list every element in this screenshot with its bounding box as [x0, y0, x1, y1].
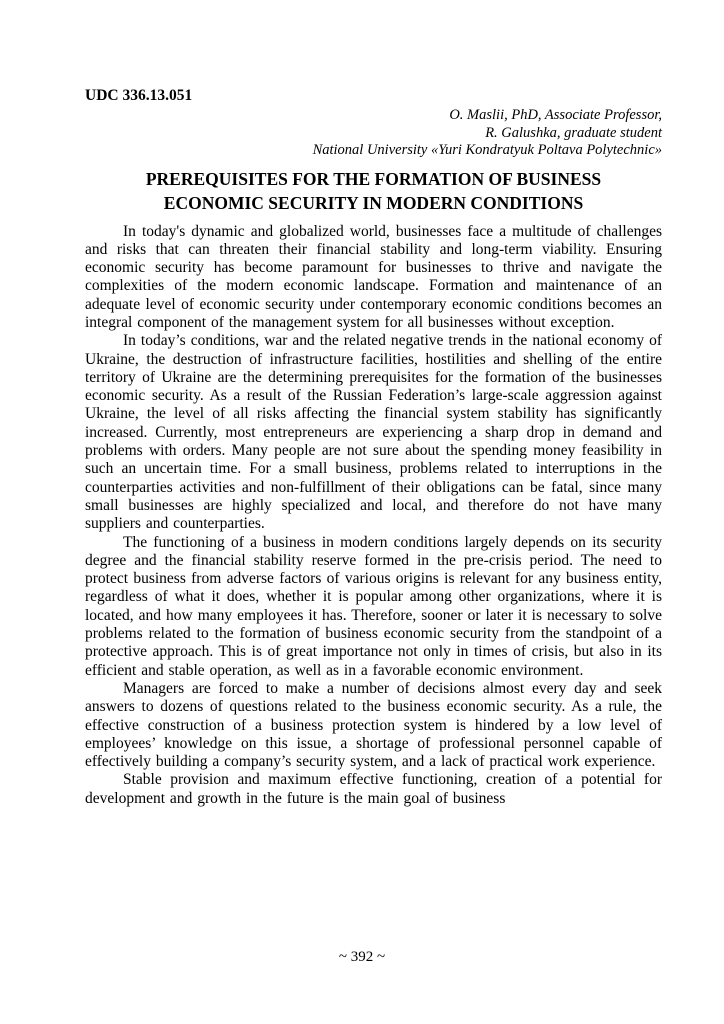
paragraph-1: In today's dynamic and globalized world, businesses face a multitude of challenges and risks that can threaten their financial stability and long-term viability. Ensuring economic security has become paramount for businesses to thrive and navigate the complexities of the modern economic landscape. Formation and maintenance of an adequate level of economic security under contemporary economic conditions becomes an integral component of the management system for all businesses without exception.: [85, 222, 662, 331]
author-line-1: O. Maslii, PhD, Associate Professor,: [449, 107, 662, 123]
paragraph-2: In today’s conditions, war and the related negative trends in the national economy of Ukraine, the destruction of infrastructure facilities, hostilities and shelling of the entire territory of Ukraine are the determining prerequisites for the formation of the businesses economic security. As a result of the Russian Federation’s large-scale aggression against Ukraine, the level of all risks affecting the financial system stability has significantly increased. Currently, most entrepreneurs are experiencing a sharp drop in demand and problems with orders. Many people are not sure about the spending money feasibility in such an uncertain time. For a small business, problems related to interruptions in the counterparties activities and non-fulfillment of their obligations can be fatal, since many small businesses are highly specialized and local, and therefore do not have many suppliers and counterparties.: [85, 332, 662, 533]
paragraph-3: The functioning of a business in modern conditions largely depends on its security degree and the financial stability reserve formed in the pre-crisis period. The need to protect business from adverse factors of various origins is relevant for any business entity, regardless of what it does, whether it is popular among other organizations, where it is located, and how many employees it has. Therefore, sooner or later it is necessary to solve problems related to the formation of business economic security from the standpoint of a protective approach. This is of great importance not only in times of crisis, but also in its efficient and stable operation, as well as in a favorable economic environment.: [85, 533, 662, 679]
paper-body: [85, 223, 662, 809]
affiliation: National University «Yuri Kondratyuk Poltava Polytechnic»: [312, 142, 662, 158]
paragraph-4: Managers are forced to make a number of decisions almost every day and seek answers to dozens of questions related to the business economic security. As a rule, the effective construction of a business protection system is hindered by a low level of employees’ knowledge on this issue, a shortage of professional personnel capable of effectively building a company’s security system, and a lack of practical work experience.: [85, 679, 662, 771]
paper-title: PREREQUISITES FOR THE FORMATION OF BUSINESS ECONOMIC SECURITY IN MODERN CONDITIONS: [145, 168, 602, 213]
page-number: ~ 392 ~: [338, 949, 386, 965]
author-line-2: R. Galushka, graduate student: [485, 124, 662, 141]
byline-block: [85, 107, 662, 160]
udc-label: UDC 336.13.051: [85, 87, 193, 104]
paragraph-5: Stable provision and maximum effective functioning, creation of a potential for development and growth in the future is the main goal of business: [85, 771, 662, 807]
